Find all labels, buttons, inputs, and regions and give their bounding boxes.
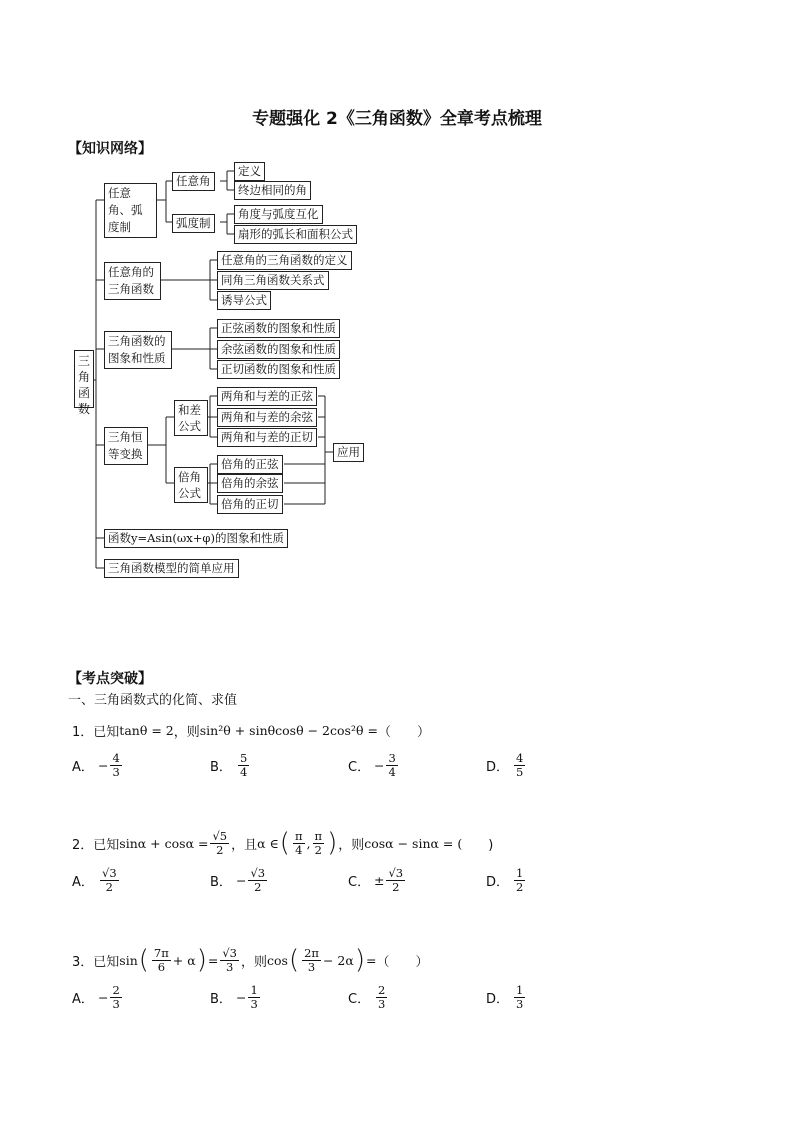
- breakthrough-heading: 【考点突破】: [68, 671, 152, 687]
- fraction: $\frac{3}{4}$: [388, 751, 396, 779]
- fraction: $\frac{7\pi}{6}$: [153, 945, 169, 974]
- fraction: $\frac{2}{3}$: [112, 983, 120, 1011]
- option-d[interactable]: D． $\frac{4}{5}$: [486, 751, 524, 779]
- option-b[interactable]: B． $\frac{5}{4}$: [210, 751, 248, 779]
- option-a[interactable]: A． $\frac{√3}{2}$: [72, 866, 117, 894]
- fraction: $\frac{√3}{2}$: [102, 866, 117, 894]
- question-number: 1．: [72, 725, 94, 740]
- fraction: $\frac{\pi}{2}$: [314, 828, 323, 857]
- right-paren: ): [196, 945, 207, 975]
- options-q3: [72, 984, 552, 1020]
- left-paren: (: [288, 945, 300, 975]
- node-definition: 定义: [234, 162, 265, 181]
- math-expression: tanθ = 2: [119, 723, 174, 738]
- option-c[interactable]: C． − $\frac{3}{4}$: [348, 751, 396, 779]
- question-2: 2． 已知 sinα + cosα = $\frac{√5}{2}$ ，且 α ∈ ( $\frac{\pi}{4}$ , $\frac{\pi}{2}$ ) ，则 cosα − sinα = ( ): [72, 828, 494, 858]
- question-text: ，则: [240, 954, 267, 970]
- node-sector-formulas: 扇形的弧长和面积公式: [234, 225, 357, 244]
- question-text: ，则: [338, 837, 365, 853]
- branch-identity-transform: 三角恒等变换: [104, 427, 148, 465]
- node-reduction-formulas: 诱导公式: [217, 291, 271, 310]
- node-sine-graph: 正弦函数的图象和性质: [217, 319, 340, 338]
- math-function: cos: [267, 952, 288, 968]
- fraction: $\frac{√3}{2}$: [388, 866, 404, 894]
- left-paren: (: [138, 945, 149, 975]
- node-double-cosine: 倍角的余弦: [217, 474, 283, 493]
- question-3: 3． 已知 sin ( $\frac{7\pi}{6}$ + α ) = $\frac{√3}{3}$ ，则 cos ( $\frac{2\pi}{3}$ − 2α ) = （ ）: [72, 945, 429, 975]
- options-q2: [72, 867, 552, 903]
- math-expression: sinα + cosα =: [119, 835, 209, 851]
- question-text: ，且: [231, 837, 258, 853]
- fraction: $\frac{4}{5}$: [516, 751, 524, 779]
- node-tangent-graph: 正切函数的图象和性质: [217, 360, 340, 379]
- branch-sinusoidal-function: 函数y=Asin(ωx+φ)的图象和性质: [104, 529, 288, 548]
- fraction: $\frac{1}{3}$: [516, 983, 524, 1011]
- question-text: ，则: [173, 725, 200, 740]
- option-d[interactable]: D． $\frac{1}{3}$: [486, 983, 524, 1011]
- fraction: $\frac{√3}{2}$: [250, 866, 266, 894]
- branch-arbitrary-angle: 任意角、弧度制: [104, 183, 157, 238]
- question-text: 已知: [93, 954, 120, 970]
- fraction: $\frac{5}{4}$: [240, 751, 248, 779]
- node-double-tangent: 倍角的正切: [217, 495, 283, 514]
- question-text: 已知: [93, 837, 120, 853]
- option-c[interactable]: C． $\frac{2}{3}$: [348, 983, 386, 1011]
- option-b[interactable]: B． − $\frac{1}{3}$: [210, 983, 258, 1011]
- branch-trig-model-application: 三角函数模型的简单应用: [104, 559, 239, 578]
- answer-blank: （ ）: [376, 954, 429, 970]
- math-expression: sin²θ + sinθcosθ − 2cos²θ =: [199, 723, 378, 738]
- node-cosine-graph: 余弦函数的图象和性质: [217, 340, 340, 359]
- node-arbitrary-angle: 任意角: [172, 172, 215, 191]
- math-expression: α ∈: [257, 835, 279, 851]
- node-same-angle-relations: 同角三角函数关系式: [217, 271, 329, 290]
- option-a[interactable]: A． − $\frac{4}{3}$: [72, 751, 120, 779]
- branch-trig-functions: 任意角的三角函数: [104, 262, 161, 300]
- answer-blank: ): [462, 837, 494, 853]
- option-a[interactable]: A． − $\frac{2}{3}$: [72, 983, 120, 1011]
- node-double-sine: 倍角的正弦: [217, 455, 283, 474]
- option-b[interactable]: B． − $\frac{√3}{2}$: [210, 866, 266, 894]
- fraction: $\frac{2\pi}{3}$: [304, 945, 319, 974]
- node-radian: 弧度制: [172, 214, 215, 233]
- node-sum-diff-tangent: 两角和与差的正切: [217, 428, 317, 447]
- fraction: $\frac{√5}{2}$: [212, 828, 228, 857]
- option-c[interactable]: C． ± $\frac{√3}{2}$: [348, 866, 404, 894]
- fraction: $\frac{1}{3}$: [250, 983, 258, 1011]
- left-paren: (: [279, 828, 290, 858]
- fraction: $\frac{√3}{3}$: [222, 945, 237, 974]
- root-node: [74, 350, 94, 416]
- math-expression: cosα − sinα = (: [364, 835, 463, 851]
- question-text: 已知: [93, 725, 120, 740]
- fraction: $\frac{1}{2}$: [516, 866, 524, 894]
- answer-blank: （ ）: [377, 725, 430, 740]
- node-sum-diff-sine: 两角和与差的正弦: [217, 387, 317, 406]
- fraction: $\frac{\pi}{4}$: [294, 828, 303, 857]
- question-number: 3．: [72, 954, 94, 970]
- node-sum-difference: 和差公式: [174, 400, 208, 436]
- question-number: 2．: [72, 837, 94, 853]
- branch-graphs-properties: 三角函数的图象和性质: [104, 331, 172, 369]
- node-trig-definition: 任意角的三角函数的定义: [217, 251, 352, 270]
- question-1: [72, 721, 430, 740]
- root-node-char: 三角函数: [77, 354, 90, 416]
- node-degree-radian-conversion: 角度与弧度互化: [234, 205, 323, 224]
- knowledge-network-heading: 【知识网络】: [68, 141, 152, 157]
- node-sum-diff-cosine: 两角和与差的余弦: [217, 408, 317, 427]
- node-coterminal-angle: 终边相同的角: [234, 181, 311, 200]
- right-paren: ): [327, 828, 338, 858]
- fraction: $\frac{4}{3}$: [112, 751, 120, 779]
- node-application: 应用: [333, 443, 364, 462]
- right-paren: ): [354, 945, 365, 975]
- options-q1: [72, 752, 552, 788]
- node-double-angle: 倍角公式: [174, 467, 208, 503]
- math-function: sin: [119, 952, 138, 968]
- page-title: 专题强化 2《三角函数》全章考点梳理: [252, 109, 542, 129]
- section-simplify-evaluate: 一、三角函数式的化简、求值: [68, 693, 238, 708]
- fraction: $\frac{2}{3}$: [378, 983, 386, 1011]
- option-d[interactable]: D． $\frac{1}{2}$: [486, 866, 524, 894]
